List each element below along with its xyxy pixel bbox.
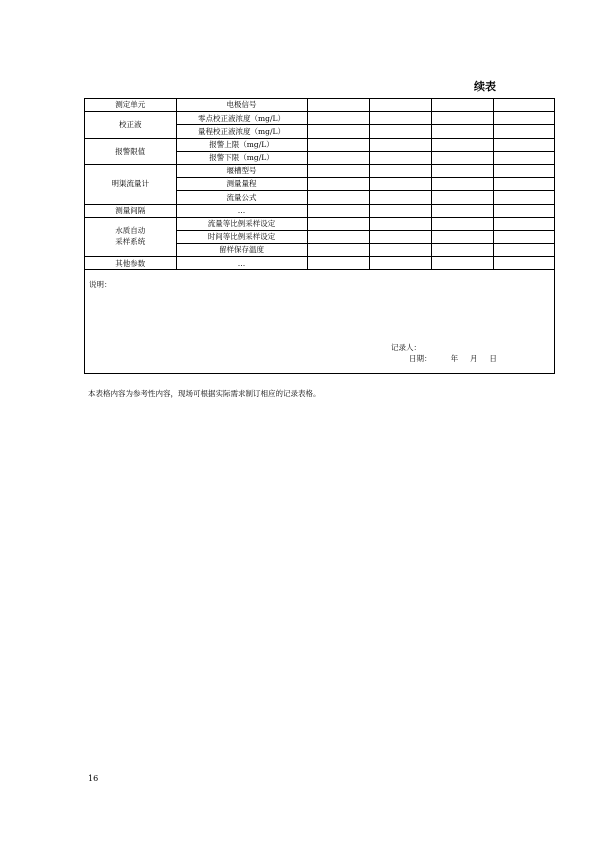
footnote: 本表格内容为参考性内容，现场可根据实际需求制订相应的记录表格。: [88, 389, 321, 398]
value-cell[interactable]: [369, 257, 431, 270]
table-row: [85, 257, 554, 270]
value-cell[interactable]: [307, 217, 369, 230]
value-cell[interactable]: [431, 164, 493, 177]
value-cell[interactable]: [431, 191, 493, 204]
year-label: 年: [450, 354, 459, 363]
value-cell[interactable]: [493, 138, 554, 151]
value-cell[interactable]: [307, 257, 369, 270]
value-cell[interactable]: [307, 112, 369, 125]
item-cell: …: [176, 204, 307, 217]
item-cell: 零点校正液浓度（mg/L）: [176, 112, 307, 125]
value-cell[interactable]: [307, 138, 369, 151]
item-cell: 电极信号: [176, 99, 307, 112]
table-row: [85, 164, 554, 177]
value-cell[interactable]: [493, 204, 554, 217]
item-cell: 留样保存温度: [176, 244, 307, 257]
value-cell[interactable]: [493, 164, 554, 177]
value-cell[interactable]: [307, 99, 369, 112]
value-cell[interactable]: [493, 125, 554, 138]
value-cell[interactable]: [431, 138, 493, 151]
value-cell[interactable]: [431, 151, 493, 164]
value-cell[interactable]: [431, 257, 493, 270]
value-cell[interactable]: [493, 244, 554, 257]
value-cell[interactable]: [369, 204, 431, 217]
table-row: [85, 112, 554, 125]
item-cell: 流量等比例采样设定: [176, 217, 307, 230]
item-cell: 量程校正液浓度（mg/L）: [176, 125, 307, 138]
month-label: 月: [470, 354, 478, 363]
value-cell[interactable]: [493, 257, 554, 270]
value-cell[interactable]: [369, 125, 431, 138]
value-cell[interactable]: [307, 191, 369, 204]
category-cell: 测定单元: [85, 99, 176, 112]
table-row: [85, 204, 554, 217]
record-form: [84, 98, 555, 374]
value-cell[interactable]: [307, 244, 369, 257]
notes-label: 说明：: [89, 280, 112, 289]
category-line: 采样系统: [115, 236, 146, 246]
value-cell[interactable]: [369, 151, 431, 164]
value-cell[interactable]: [307, 164, 369, 177]
item-cell: 报警上限（mg/L）: [176, 138, 307, 151]
table-row: [85, 99, 554, 112]
value-cell[interactable]: [307, 230, 369, 243]
item-cell: 报警下限（mg/L）: [176, 151, 307, 164]
value-cell[interactable]: [431, 230, 493, 243]
item-cell: 时间等比例采样设定: [176, 230, 307, 243]
value-cell[interactable]: [493, 178, 554, 191]
value-cell[interactable]: [493, 112, 554, 125]
date-line: [409, 353, 497, 364]
category-cell: 其他参数: [85, 257, 176, 270]
category-cell: 校正液: [85, 112, 176, 138]
value-cell[interactable]: [369, 112, 431, 125]
table-row: [85, 217, 554, 230]
item-cell: …: [176, 257, 307, 270]
value-cell[interactable]: [369, 99, 431, 112]
value-cell[interactable]: [431, 204, 493, 217]
category-cell: 测量间隔: [85, 204, 176, 217]
record-table: [85, 99, 554, 270]
item-cell: 测量量程: [176, 178, 307, 191]
date-label: 日期：: [409, 354, 432, 363]
value-cell[interactable]: [307, 204, 369, 217]
value-cell[interactable]: [369, 191, 431, 204]
category-cell: 报警限值: [85, 138, 176, 164]
category-cell: 明渠流量计: [85, 164, 176, 204]
page-number: 16: [88, 774, 99, 783]
value-cell[interactable]: [369, 164, 431, 177]
value-cell[interactable]: [369, 244, 431, 257]
recorder-label: 记录人：: [391, 343, 421, 352]
value-cell[interactable]: [493, 99, 554, 112]
value-cell[interactable]: [369, 217, 431, 230]
value-cell[interactable]: [307, 151, 369, 164]
value-cell[interactable]: [493, 217, 554, 230]
continued-table-label: 续表: [474, 80, 496, 93]
value-cell[interactable]: [431, 244, 493, 257]
value-cell[interactable]: [493, 151, 554, 164]
value-cell[interactable]: [431, 178, 493, 191]
value-cell[interactable]: [369, 230, 431, 243]
category-line: 水质自动: [115, 226, 146, 236]
value-cell[interactable]: [431, 217, 493, 230]
item-cell: 流量公式: [176, 191, 307, 204]
category-cell: [85, 217, 176, 257]
item-cell: 堰槽型号: [176, 164, 307, 177]
value-cell[interactable]: [369, 178, 431, 191]
value-cell[interactable]: [431, 99, 493, 112]
value-cell[interactable]: [431, 112, 493, 125]
value-cell[interactable]: [431, 125, 493, 138]
value-cell[interactable]: [369, 138, 431, 151]
value-cell[interactable]: [493, 230, 554, 243]
day-label: 日: [489, 354, 497, 363]
value-cell[interactable]: [493, 191, 554, 204]
table-row: [85, 138, 554, 151]
value-cell[interactable]: [307, 178, 369, 191]
value-cell[interactable]: [307, 125, 369, 138]
